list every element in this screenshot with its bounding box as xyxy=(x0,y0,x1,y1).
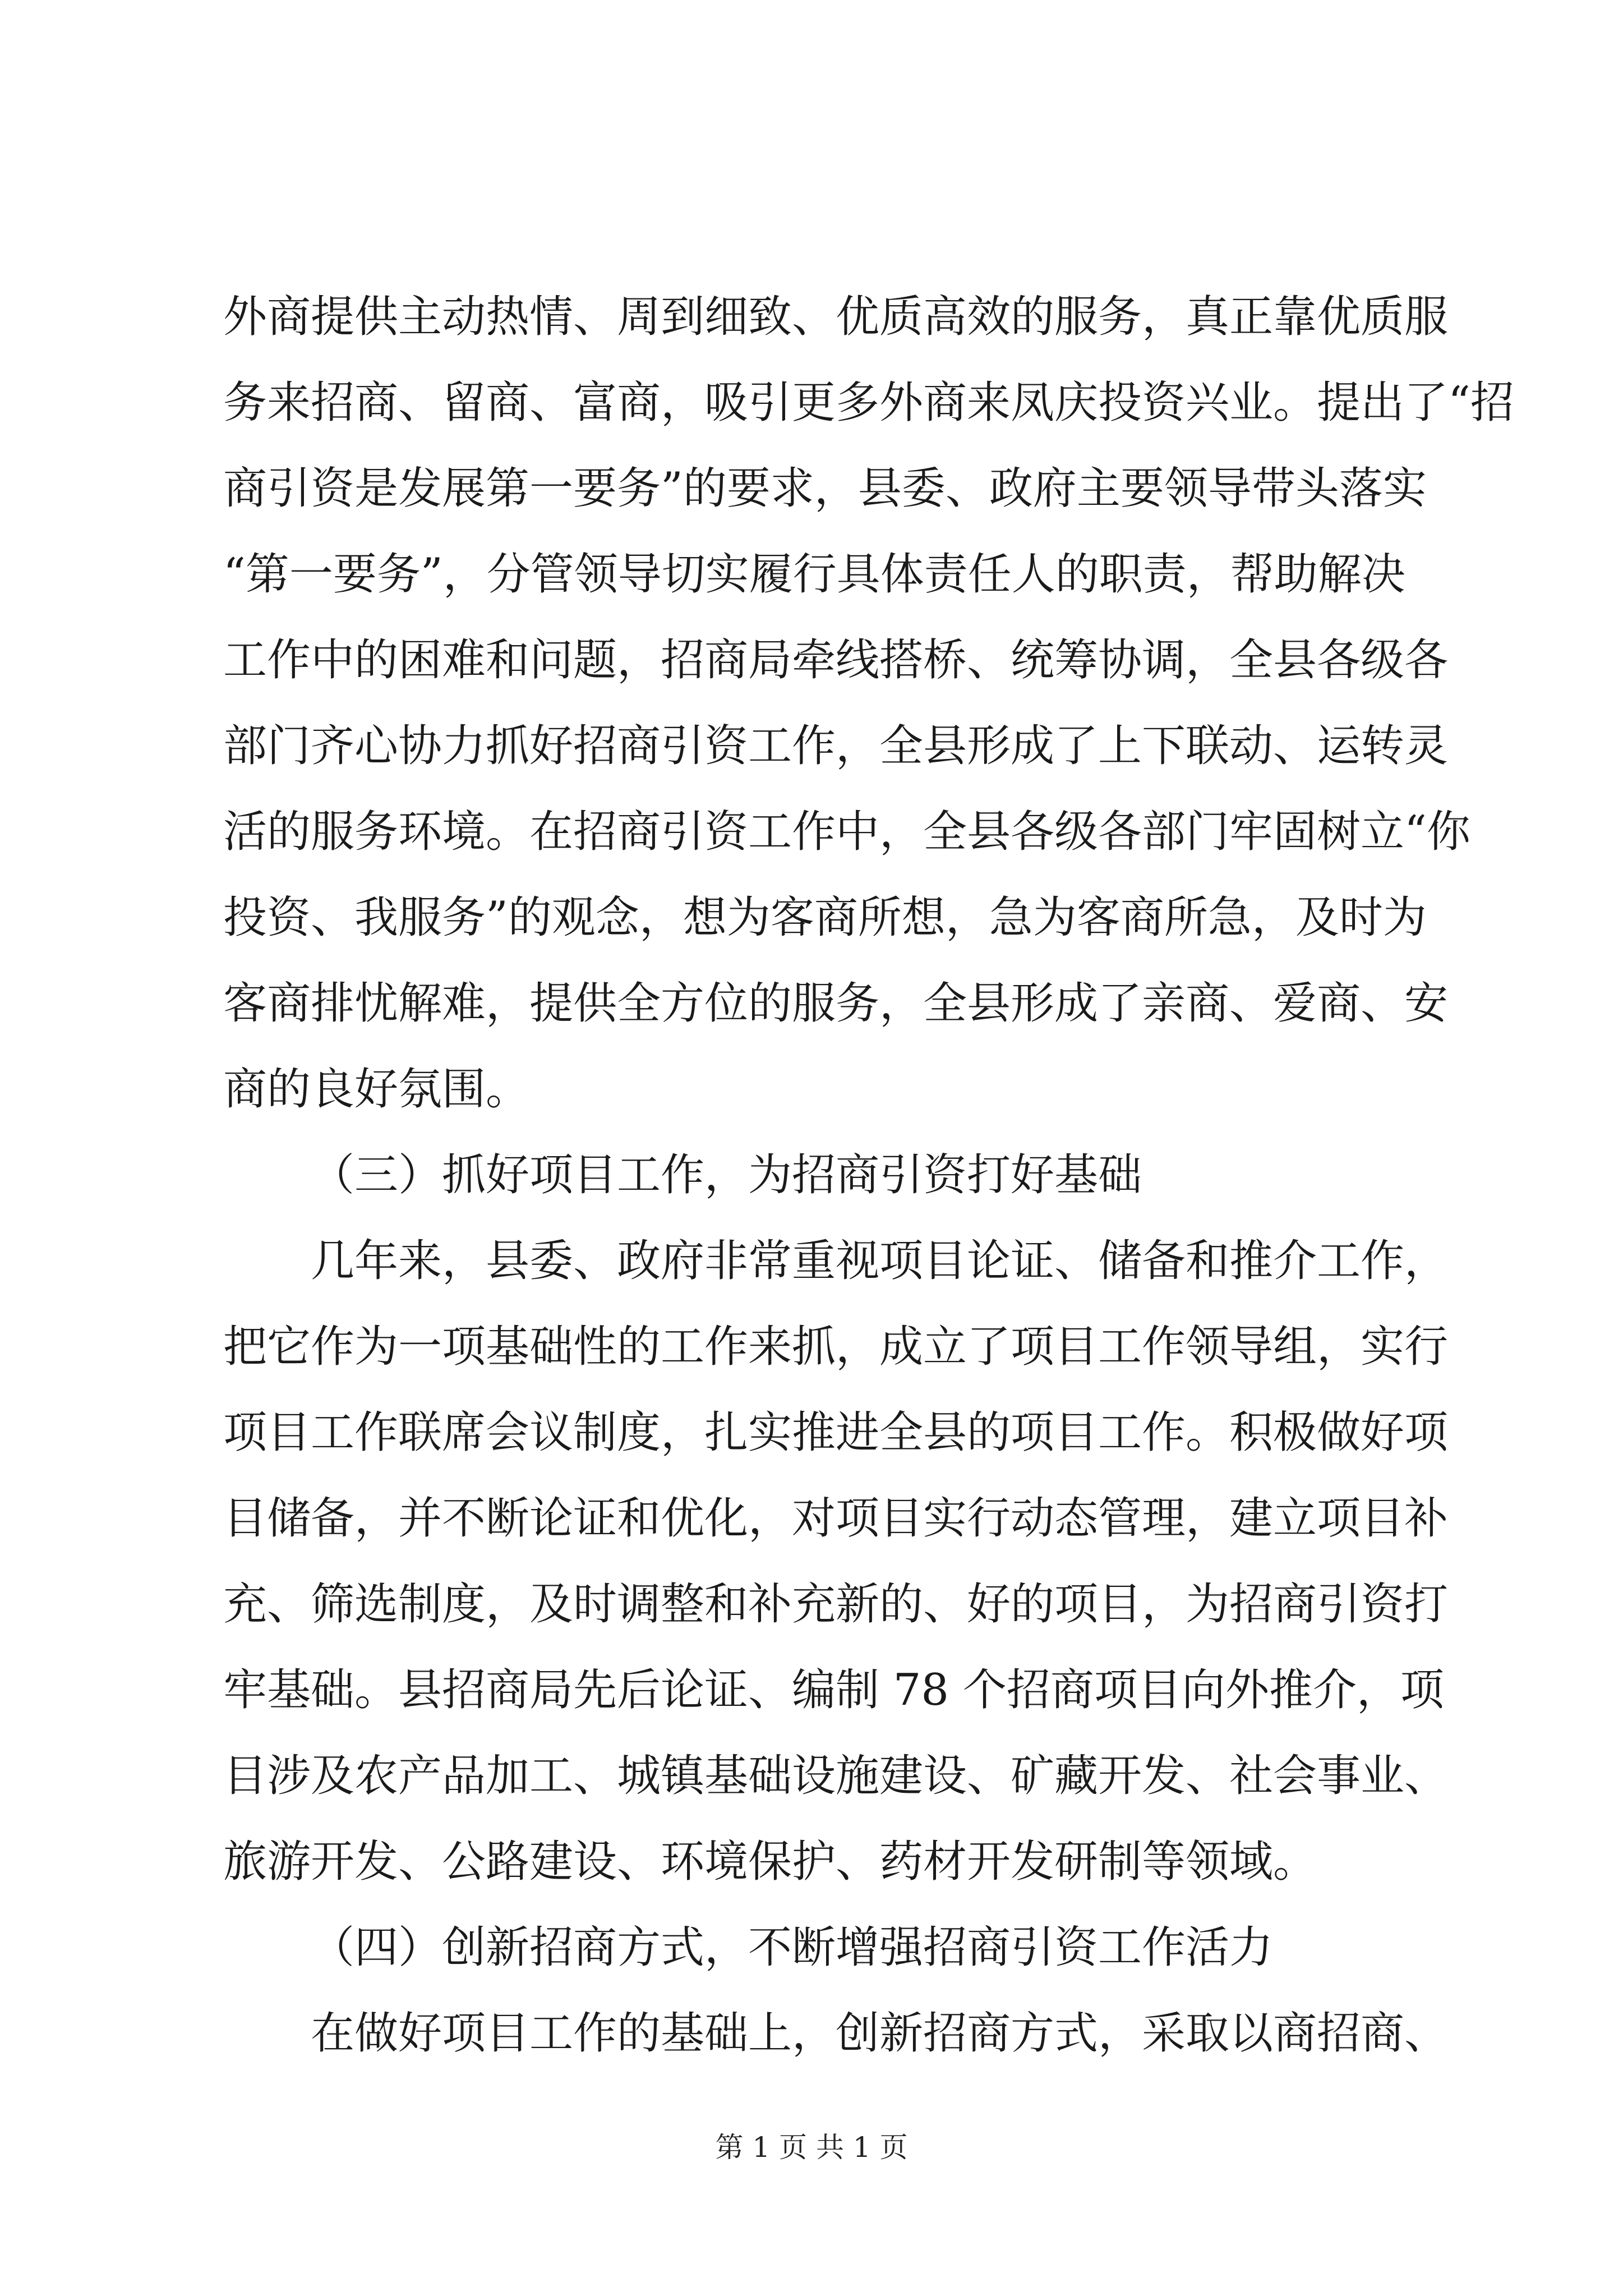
paragraph-line: 牢基础。县招商局先后论证、编制 78 个招商项目向外推介，项 xyxy=(223,1665,1444,1715)
paragraph-line: 目储备，并不断论证和优化，对项目实行动态管理，建立项目补 xyxy=(223,1493,1449,1544)
paragraph-line: 把它作为一项基础性的工作来抓，成立了项目工作领导组，实行 xyxy=(223,1322,1449,1372)
paragraph-line: 旅游开发、公路建设、环境保护、药材开发研制等领域。 xyxy=(223,1837,1317,1887)
paragraph-line: 外商提供主动热情、周到细致、优质高效的服务，真正靠优质服 xyxy=(223,292,1449,342)
paragraph-line: 商的良好氛围。 xyxy=(223,1064,530,1115)
paragraph-line: 投资、我服务”的观念，想为客商所想，急为客商所急，及时为 xyxy=(223,892,1427,943)
paragraph-line: 充、筛选制度，及时调整和补充新的、好的项目，为招商引资打 xyxy=(223,1579,1449,1630)
section-heading: （四）创新招商方式，不断增强招商引资工作活力 xyxy=(311,1922,1274,1973)
paragraph-line: “第一要务”，分管领导切实履行具体责任人的职责，帮助解决 xyxy=(223,549,1405,600)
paragraph-line: 目涉及农产品加工、城镇基础设施建设、矿藏开发、社会事业、 xyxy=(223,1751,1449,1801)
paragraph-line: 部门齐心协力抓好招商引资工作，全县形成了上下联动、运转灵 xyxy=(223,721,1449,771)
paragraph-line: 在做好项目工作的基础上，创新招商方式，采取以商招商、 xyxy=(311,2008,1449,2059)
paragraph-line: 几年来，县委、政府非常重视项目论证、储备和推介工作， xyxy=(311,1236,1449,1286)
paragraph-line: 务来招商、留商、富商，吸引更多外商来凤庆投资兴业。提出了“招 xyxy=(223,378,1514,428)
section-heading: （三）抓好项目工作，为招商引资打好基础 xyxy=(311,1150,1142,1200)
paragraph-line: 工作中的困难和问题，招商局牵线搭桥、统筹协调，全县各级各 xyxy=(223,635,1449,685)
page-footer: 第 1 页 共 1 页 xyxy=(715,2131,908,2164)
paragraph-line: 项目工作联席会议制度，扎实推进全县的项目工作。积极做好项 xyxy=(223,1407,1449,1458)
paragraph-line: 活的服务环境。在招商引资工作中，全县各级各部门牢固树立“你 xyxy=(223,807,1470,857)
paragraph-line: 商引资是发展第一要务”的要求，县委、政府主要领导带头落实 xyxy=(223,463,1427,514)
paragraph-line: 客商排忧解难，提供全方位的服务，全县形成了亲商、爱商、安 xyxy=(223,978,1449,1029)
